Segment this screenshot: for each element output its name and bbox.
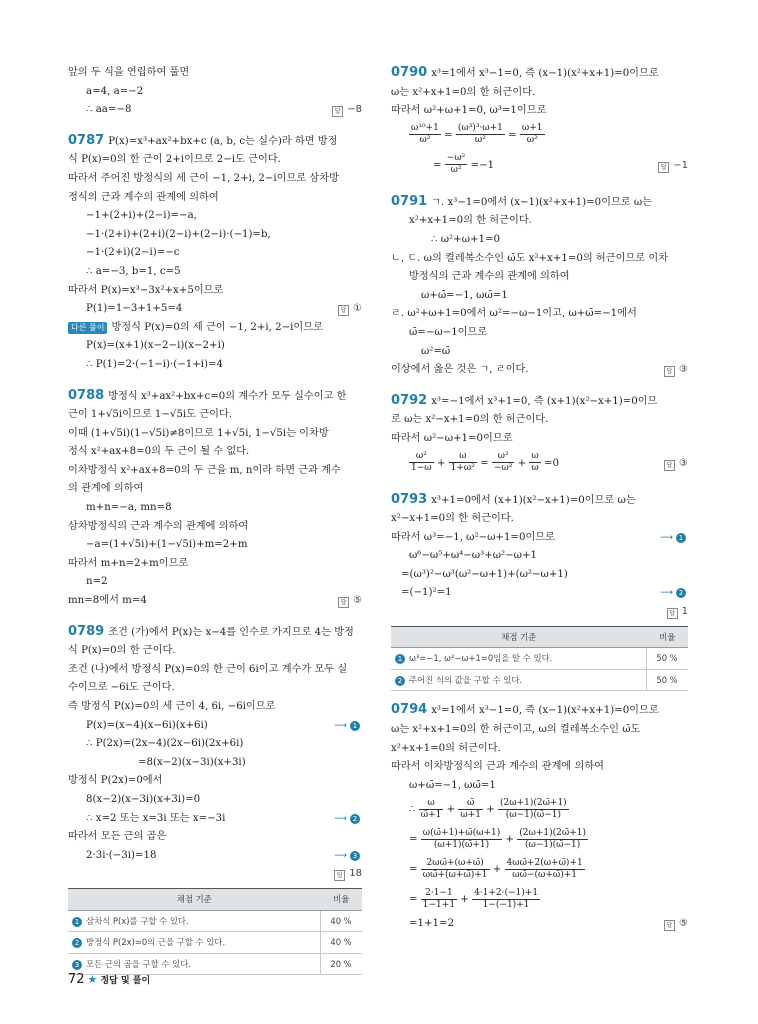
text-span: x³=1에서 x³−1=0, 즉 (x−1)(x²+x+1)=0이므로: [431, 705, 659, 717]
numerator: −ω²: [446, 153, 466, 164]
step-number: 1: [676, 533, 686, 543]
text-line: a=4, a=−2: [86, 85, 144, 97]
answer-value: −1: [673, 159, 688, 171]
problem-number: 0793: [391, 491, 428, 507]
text-span: mn=8에서 m=4: [68, 595, 147, 607]
numerator: (2ω+1)(2ω̄+1): [519, 827, 586, 838]
step-number: 1: [72, 917, 82, 927]
table-cell: 40 %: [321, 910, 363, 932]
step-marker: ⟶ 1: [334, 717, 360, 736]
numerator: 2·1−1: [421, 888, 457, 900]
table-cell: [68, 910, 321, 932]
text-line: ω²=ω̄: [421, 345, 451, 357]
answer-mark: [338, 592, 362, 611]
text-line: 식 P(x)=0의 한 근이다.: [68, 645, 176, 657]
text-line: ω+ω̄=−1, ωω̄=1: [409, 779, 496, 791]
answer-value: −8: [347, 104, 362, 116]
text-line: 정식의 근과 계수의 관계에 의하여: [68, 191, 219, 203]
answer-icon: 답: [334, 870, 345, 881]
table-header: 비율: [647, 626, 689, 648]
table-cell: 40 %: [321, 932, 363, 954]
denominator: −ω²: [493, 463, 513, 473]
text-span: P(x)=x³+ax²+bx+c (a, b, c는 실수)라 하면 방정: [108, 135, 338, 147]
text-line: −a=(1+√5i)+(1−√5i)+m=2+m: [86, 539, 248, 551]
numerator: 4·1+2·(−1)+1: [474, 887, 539, 898]
problem-0789-line: [68, 623, 362, 643]
text-span: x³=1에서 x³−1=0, 즉 (x−1)(x²+x+1)=0이므로: [431, 68, 659, 79]
text-line: [391, 529, 688, 548]
answer-value: 18: [349, 868, 362, 880]
fraction: [421, 858, 490, 881]
text-line: ω는 x²+x+1=0의 한 허근이다.: [391, 86, 536, 98]
answer-mark: [667, 603, 688, 622]
text-line: [68, 847, 362, 866]
text-line: ∴ ω²+ω+1=0: [431, 233, 500, 245]
fraction: [529, 451, 540, 474]
text-line: [68, 865, 362, 884]
text-line: 수이므로 −6i도 근이다.: [68, 682, 175, 694]
text-line: ∴ P(1)=2·(−1−i)·(−1+i)=4: [86, 358, 224, 370]
fraction-line: $\frac{\text{ω²}}{1-\omega}$ + $\frac{\omega}{\text{1+ω²}}$ = $\frac{\text{ω²}}{\text{−ω²}}$ + $\frac{\omega}{\omega}$ =0 답 ③: [391, 449, 688, 479]
problem-0787-line: [68, 132, 362, 152]
fraction: [498, 798, 569, 821]
denominator: ωω̄+(ω+ω̄)+1: [422, 869, 488, 880]
denominator: 1−ω: [411, 463, 432, 473]
right-column: [391, 64, 688, 934]
step-number: 2: [676, 588, 686, 598]
text-line: ∴ a=−3, b=1, c=5: [86, 265, 181, 277]
text-line: =(ω³)²−ω³(ω²−ω+1)+(ω²−ω+1): [401, 568, 568, 580]
text-line: ∴ P(2x)=(2x−4)(2x−6i)(2x+6i): [86, 738, 244, 750]
answer-mark: [338, 300, 362, 319]
numerator: ω: [419, 798, 444, 810]
text-line: 의 관계에 의하여: [68, 483, 144, 495]
numerator: ω: [449, 451, 477, 463]
problem-number: 0790: [391, 65, 428, 80]
page-number: 72: [68, 972, 85, 987]
table-row: [68, 910, 362, 932]
answer-icon: 답: [338, 597, 349, 608]
denominator: 1−(−1)+1: [482, 899, 530, 910]
text-line: 삼차방정식의 근과 계수의 관계에 의하여: [68, 520, 249, 532]
step-number: 1: [350, 721, 360, 731]
text-line: 따라서 P(x)=x³−3x²+x+5이므로: [68, 284, 224, 296]
table-row: [68, 932, 362, 954]
text-line: ω+ω̄=−1, ωω̄=1: [421, 289, 508, 301]
numerator: ω(ω̄+1)+ω̄(ω+1): [422, 827, 501, 838]
answer-icon: 답: [664, 460, 675, 471]
text-line: 로 ω는 x²−x+1=0의 한 허근이다.: [391, 414, 549, 426]
table-cell: [391, 669, 647, 691]
fraction: [456, 123, 505, 146]
table-header-row: [391, 626, 688, 648]
denominator: ωω̄−(ω+ω̄)+1: [512, 869, 577, 880]
fraction: [492, 451, 515, 474]
problem-number: 0789: [68, 623, 105, 639]
problem-0788-line: [68, 387, 362, 407]
text-span: ㄱ. x³−1=0에서 (x−1)(x²+x+1)=0이므로 ω는: [431, 196, 653, 208]
table-row: [391, 669, 688, 691]
cell-text: 삼차식 P(x)를 구할 수 있다.: [86, 915, 189, 926]
table-cell: 20 %: [321, 953, 363, 975]
text-line: [391, 915, 688, 934]
text-span: P(x)=(x−4)(x−6i)(x+6i): [86, 719, 208, 731]
cell-text: ω³=−1, ω²−ω+1=0임을 알 수 있다.: [409, 653, 553, 664]
text-span: 조건 (가)에서 P(x)는 x−4를 인수로 가지므로 4는 방정: [108, 626, 354, 638]
fraction-line: ∴ $\frac{\omega}{\omegā+1}$ + $\frac{\omegā}{\omega+1}$ + $\frac{(2\omega+1)(2\omegā+1)}{(\omega-1)(\omegā-1)}$: [409, 797, 567, 820]
text-span: 방정식 x³+ax²+bx+c=0의 계수가 모두 실수이고 한: [108, 390, 347, 402]
text-line: 조건 (나)에서 방정식 P(x)=0의 한 근이 6i이고 계수가 모두 실: [68, 663, 348, 675]
text-span: ∴ x=2 또는 x=3i 또는 x=−3i: [86, 812, 226, 824]
numerator: ω²: [409, 451, 434, 463]
numerator: (2ω+1)(2ω̄+1): [499, 797, 567, 808]
text-line: ω̄=−ω−1이므로: [409, 326, 488, 338]
denominator: (ω−1)(ω̄−1): [525, 839, 581, 850]
step-marker: ⟶ 2: [660, 584, 686, 603]
numerator: ω²: [492, 451, 515, 463]
text-line: [391, 361, 688, 380]
answer-mark: [658, 151, 688, 181]
table-cell: [68, 932, 321, 954]
table-header: 채점 기준: [68, 888, 321, 910]
fraction: [505, 858, 585, 881]
fraction: [520, 123, 545, 146]
text-span: x³+1=0에서 (x+1)(x²−x+1)=0이므로 ω는: [431, 494, 636, 506]
step-number: 3: [350, 851, 360, 861]
text-line: [68, 592, 362, 611]
text-line: 근이 1+√5i이므로 1−√5i도 근이다.: [68, 409, 233, 421]
table-header-row: [68, 888, 362, 910]
text-span: 방정식 P(x)=0의 세 근이 −1, 2+i, 2−i이므로: [111, 321, 323, 333]
text-line: 즉 방정식 P(x)=0의 세 근이 4, 6i, −6i이므로: [68, 701, 276, 712]
denominator: ω̄+1: [420, 809, 442, 820]
problem-0794-line: [391, 701, 688, 721]
fraction: [449, 451, 477, 474]
numerator: ω¹⁰+1: [411, 123, 439, 134]
table-cell: 50 %: [647, 669, 689, 691]
cell-text: 방정식 P(2x)=0의 근을 구할 수 있다.: [86, 937, 226, 948]
text-line: [68, 810, 362, 829]
text-line: −1+(2+i)+(2−i)=−a,: [86, 210, 197, 222]
numerator: 2ωω̄+(ω+ω̄): [421, 858, 490, 870]
text-line: ω는 x²+x+1=0의 한 허근이고, ω의 켤레복소수인 ω̄도: [391, 724, 641, 736]
text-line: 정식 x²+ax+8=0의 두 근이 될 수 없다.: [68, 446, 250, 458]
answer-icon: 답: [664, 920, 675, 931]
table-row: [391, 648, 688, 670]
answer-value: ③: [679, 457, 688, 469]
text-line: x²+x+1=0의 한 허근이다.: [409, 215, 532, 227]
denominator: (ω−1)(ω̄−1): [505, 809, 561, 820]
fraction-line: = $\frac{\text{−ω²}}{\text{ω²}}$ =−1 답 −1: [391, 151, 688, 181]
text-line: x²+x+1=0의 허근이다.: [391, 742, 501, 754]
step-marker: ⟶ 1: [660, 529, 686, 548]
answer-mark: [664, 361, 688, 380]
text-line: [391, 603, 688, 622]
numerator: 4ωω̄+2(ω+ω̄)+1: [506, 857, 583, 868]
fraction: [419, 798, 444, 821]
denominator: ω²: [526, 135, 538, 146]
problem-number: 0792: [391, 392, 428, 408]
table-cell: 50 %: [647, 648, 689, 670]
answer-value: ③: [679, 364, 688, 376]
text-span: 2·3i·(−3i)=18: [86, 849, 157, 861]
step-number: 2: [395, 676, 405, 686]
text-line: 식 P(x)=0의 한 근이 2+i이므로 2−i도 근이다.: [68, 154, 281, 166]
text-span: P(1)=1−3+1+5=4: [86, 303, 183, 315]
answer-mark: [332, 101, 362, 120]
text-line: 따라서 m+n=2+m이므로: [68, 557, 189, 569]
problem-number: 0787: [68, 132, 105, 148]
fraction: [458, 798, 483, 821]
answer-icon: 답: [332, 106, 343, 117]
answer-value: ⑤: [353, 595, 362, 607]
fraction: [421, 888, 457, 911]
answer-value: 1: [681, 606, 688, 618]
text-line: 이차방정식 x²+ax+8=0의 두 근을 m, n이라 하면 근과 계수: [68, 464, 341, 476]
step-number: 2: [72, 938, 82, 948]
text-line: ω⁶−ω⁵+ω⁴−ω³+ω²−ω+1: [409, 550, 537, 562]
text-line: [68, 101, 362, 120]
text-line: 8(x−2)(x−3i)(x+3i)=0: [86, 793, 201, 805]
alt-solution-line: [68, 319, 362, 338]
table-cell: [391, 648, 647, 670]
text-line: 방정식의 근과 계수의 관계에 의하여: [409, 271, 570, 283]
answer-icon: 답: [658, 162, 669, 173]
text-line: 앞의 두 식을 연립하여 풀면: [68, 67, 190, 78]
fraction: [409, 451, 434, 474]
text-line: P(x)=(x+1)(x−2−i)(x−2+i): [86, 340, 225, 352]
text-span: ∴ aa=−8: [86, 104, 132, 116]
problem-0790-line: [391, 64, 688, 84]
text-line: −1·(2+i)(2−i)=−c: [86, 247, 180, 259]
problem-0793-line: [391, 491, 688, 511]
fraction-line: = $\frac{\omega(\omegā+1)+\omegā(\omega+1)}{(\omega+1)(\omegā+1)}$ + $\frac{(2\omega+1)(2\omegā+1)}{(\omega-1)(\omegā-1)}$: [409, 827, 586, 850]
table-header: 비율: [321, 888, 363, 910]
text-span: =1+1=2: [409, 918, 455, 930]
fraction-line: $\frac{\text{ω¹⁰+1}}{\text{ω²}}$ = $\frac{\text{(ω³)³·ω+1}}{\text{ω²}}$ = $\frac{\omega+1}{\text{ω²}}$: [411, 123, 543, 146]
answer-icon: 답: [667, 608, 678, 619]
problem-0792-line: [391, 392, 688, 412]
problem-number: 0794: [391, 702, 428, 718]
denominator: ω: [531, 463, 539, 473]
text-line: −1·(2+i)+(2+i)(2−i)+(2−i)·(−1)=b,: [86, 228, 271, 240]
denominator: ω²: [474, 135, 486, 146]
problem-number: 0791: [391, 193, 428, 209]
text-line: ㄴ, ㄷ. ω의 켤레복소수인 ω̄도 x²+x+1=0의 허근이므로 이차: [391, 252, 669, 264]
step-number: 2: [350, 814, 360, 824]
text-line: n=2: [86, 576, 108, 588]
denominator: ω²: [419, 135, 431, 146]
text-line: 이때 (1+√5i)(1−√5i)≠8이므로 1+√5i, 1−√5i는 이차방: [68, 427, 329, 439]
numerator: (ω³)³·ω+1: [457, 123, 503, 134]
fraction-line: = $\frac{2\cdot 1-1}{1-1+1}$ + $\frac{4\cdot 1+2\cdot(-1)+1}{1-(-1)+1}$: [409, 887, 539, 910]
answer-mark: [664, 915, 688, 934]
text-line: 따라서 주어진 방정식의 세 근이 −1, 2+i, 2−i이므로 삼차방: [68, 172, 339, 184]
denominator: 1−1+1: [422, 899, 456, 910]
text-line: ㄹ. ω²+ω+1=0에서 ω²=−ω−1이고, ω+ω̄=−1에서: [391, 308, 637, 320]
text-span: x³=−1에서 x³+1=0, 즉 (x+1)(x²−x+1)=0이므: [431, 395, 658, 407]
text-line: 방정식 P(2x)=0에서: [68, 775, 163, 787]
text-line: 따라서 ω²−ω+1=0이므로: [391, 432, 513, 444]
text-line: [68, 717, 362, 736]
cell-text: 주어진 식의 값을 구할 수 있다.: [409, 674, 523, 685]
text-line: 따라서 모든 근의 곱은: [68, 831, 167, 843]
text-span: 따라서 ω³=−1, ω²−ω+1=0이므로: [391, 531, 555, 543]
text-line: x²−x+1=0의 한 허근이다.: [391, 513, 514, 525]
fraction: [409, 123, 441, 146]
grading-table: [391, 626, 688, 692]
fraction: [445, 153, 468, 176]
text-line: [391, 584, 688, 603]
denominator: (ω+1)(ω̄+1): [433, 839, 490, 850]
step-number: 3: [72, 960, 82, 970]
text-line: 따라서 이차방정식의 근과 계수의 관계에 의하여: [391, 761, 605, 773]
step-marker: ⟶ 3: [334, 847, 360, 866]
answer-mark: [664, 449, 688, 479]
problem-0791-line: [391, 193, 688, 213]
numerator: ω+1: [521, 123, 543, 134]
text-line: m+n=−a, mn=8: [86, 502, 172, 514]
fraction: [472, 888, 540, 911]
answer-value: ⑤: [679, 918, 688, 930]
answer-icon: 답: [664, 366, 675, 377]
text-span: 이상에서 옳은 것은 ㄱ, ㄹ이다.: [391, 364, 529, 376]
answer-mark: [334, 865, 362, 884]
step-number: 1: [395, 654, 405, 664]
grading-table: [68, 888, 362, 975]
star-icon: ★: [87, 973, 98, 986]
denominator: ω+1: [460, 809, 481, 820]
text-line: 따라서 ω²+ω+1=0, ω³=1이므로: [391, 105, 547, 117]
step-marker: ⟶ 2: [334, 810, 360, 829]
left-column: [68, 64, 362, 979]
answer-value: ①: [353, 303, 362, 315]
fraction-line: = $\frac{2\omega\omegā+(\omega+\omegā)}{\omega\omegā+(\omega+\omegā)+1}$ + $\frac{4\omega\omegā+2(\omega+\omegā)+1}{\omega\omegā-(\omega+\omegā)+1}$: [409, 857, 583, 880]
alt-solution-tag: 다른 풀이: [68, 322, 107, 334]
page-footer: [68, 972, 150, 987]
denominator: 1+ω²: [450, 463, 475, 473]
denominator: ω²: [450, 165, 462, 176]
fraction: [421, 828, 502, 851]
text-line: =8(x−2)(x−3i)(x+3i): [138, 756, 246, 768]
cell-text: 모든 근의 곱을 구할 수 있다.: [86, 958, 191, 969]
problem-number: 0788: [68, 387, 105, 403]
text-span: =(−1)²=1: [401, 587, 452, 599]
footer-title: 정답 및 풀이: [100, 976, 151, 986]
numerator: ω: [531, 451, 539, 461]
table-header: 채점 기준: [391, 626, 647, 648]
text-span: =−1: [470, 159, 495, 171]
fraction: [517, 828, 588, 851]
text-line: [68, 300, 362, 319]
answer-icon: 답: [338, 305, 349, 316]
numerator: ω̄: [458, 798, 483, 810]
